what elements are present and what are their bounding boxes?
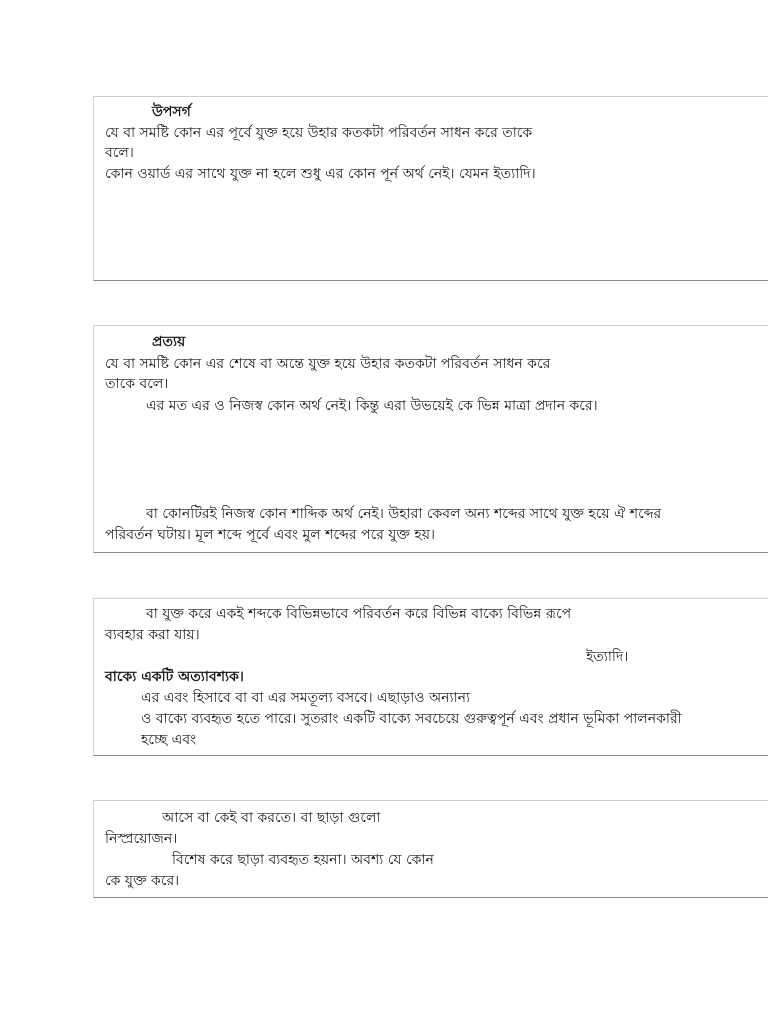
text-line: আসে বা কেই বা করতে। বা ছাড়া গুলো: [162, 810, 381, 826]
text-line: বলে।: [105, 145, 134, 161]
section-four: [93, 800, 768, 898]
text-line: তাকে বলে।: [105, 376, 169, 392]
text-line: পরিবর্তন ঘটায়। মূল শব্দে পূর্বে এবং মুল শব্দের পরে যুক্ত হয়।: [105, 527, 436, 543]
emphasis-line: বাক্যে একটি অত্যাবশ্যক।: [105, 669, 244, 685]
text-line: এর মত এর ও নিজস্ব কোন অর্থ নেই। কিন্তু এরা উভয়েই কে ভিন্ন মাত্রা প্রদান করে।: [146, 398, 598, 414]
text-line: ইত্যাদি।: [586, 649, 629, 665]
text-line: হচ্ছে এবং: [141, 732, 197, 748]
text-line: যে বা সমষ্টি কোন এর পূর্বে যুক্ত হয়ে উহার কতকটা পরিবর্তন সাধন করে তাকে: [105, 125, 533, 141]
section-title: প্রত্যয়: [152, 334, 186, 350]
text-line: ও বাক্যে ব্যবহৃত হতে পারে। সুতরাং একটি বাক্যে সবচেয়ে গুরুত্বপূর্ন এবং প্রধান ভূমিকা পালনকারী: [141, 711, 682, 727]
text-line: নিস্প্রয়োজন।: [105, 831, 178, 847]
text-line: বা কোনটিরই নিজস্ব কোন শাব্দিক অর্থ নেই। উহারা কেবল অন্য শব্দের সাথে যুক্ত হয়ে ঐ শব্দের: [146, 506, 662, 522]
text-line: বা যুক্ত করে একই শব্দকে বিভিন্নভাবে পরিবর্তন করে বিভিন্ন বাক্যে বিভিন্ন রূপে: [146, 606, 572, 622]
section-title: উপসর্গ: [152, 104, 191, 120]
text-line: যে বা সমষ্টি কোন এর শেষে বা অন্তে যুক্ত হয়ে উহার কতকটা পরিবর্তন সাধন করে: [105, 356, 551, 372]
section-upasarga: [93, 96, 768, 281]
section-three: [93, 598, 768, 756]
text-line: কোন ওয়ার্ড এর সাথে যুক্ত না হলে শুধু এর কোন পূর্ন অর্থ নেই। যেমন ইত্যাদি।: [105, 166, 536, 182]
text-line: বিশেষ করে ছাড়া ব্যবহৃত হয়না। অবশ্য যে কোন: [172, 852, 434, 868]
text-line: এর এবং হিসাবে বা বা এর সমতূল্য বসবে। এছাড়াও অন্যান্য: [141, 690, 471, 706]
text-line: ব্যবহার করা যায়।: [105, 627, 200, 643]
section-pratyay: [93, 325, 768, 553]
text-line: কে যুক্ত করে।: [105, 873, 180, 889]
